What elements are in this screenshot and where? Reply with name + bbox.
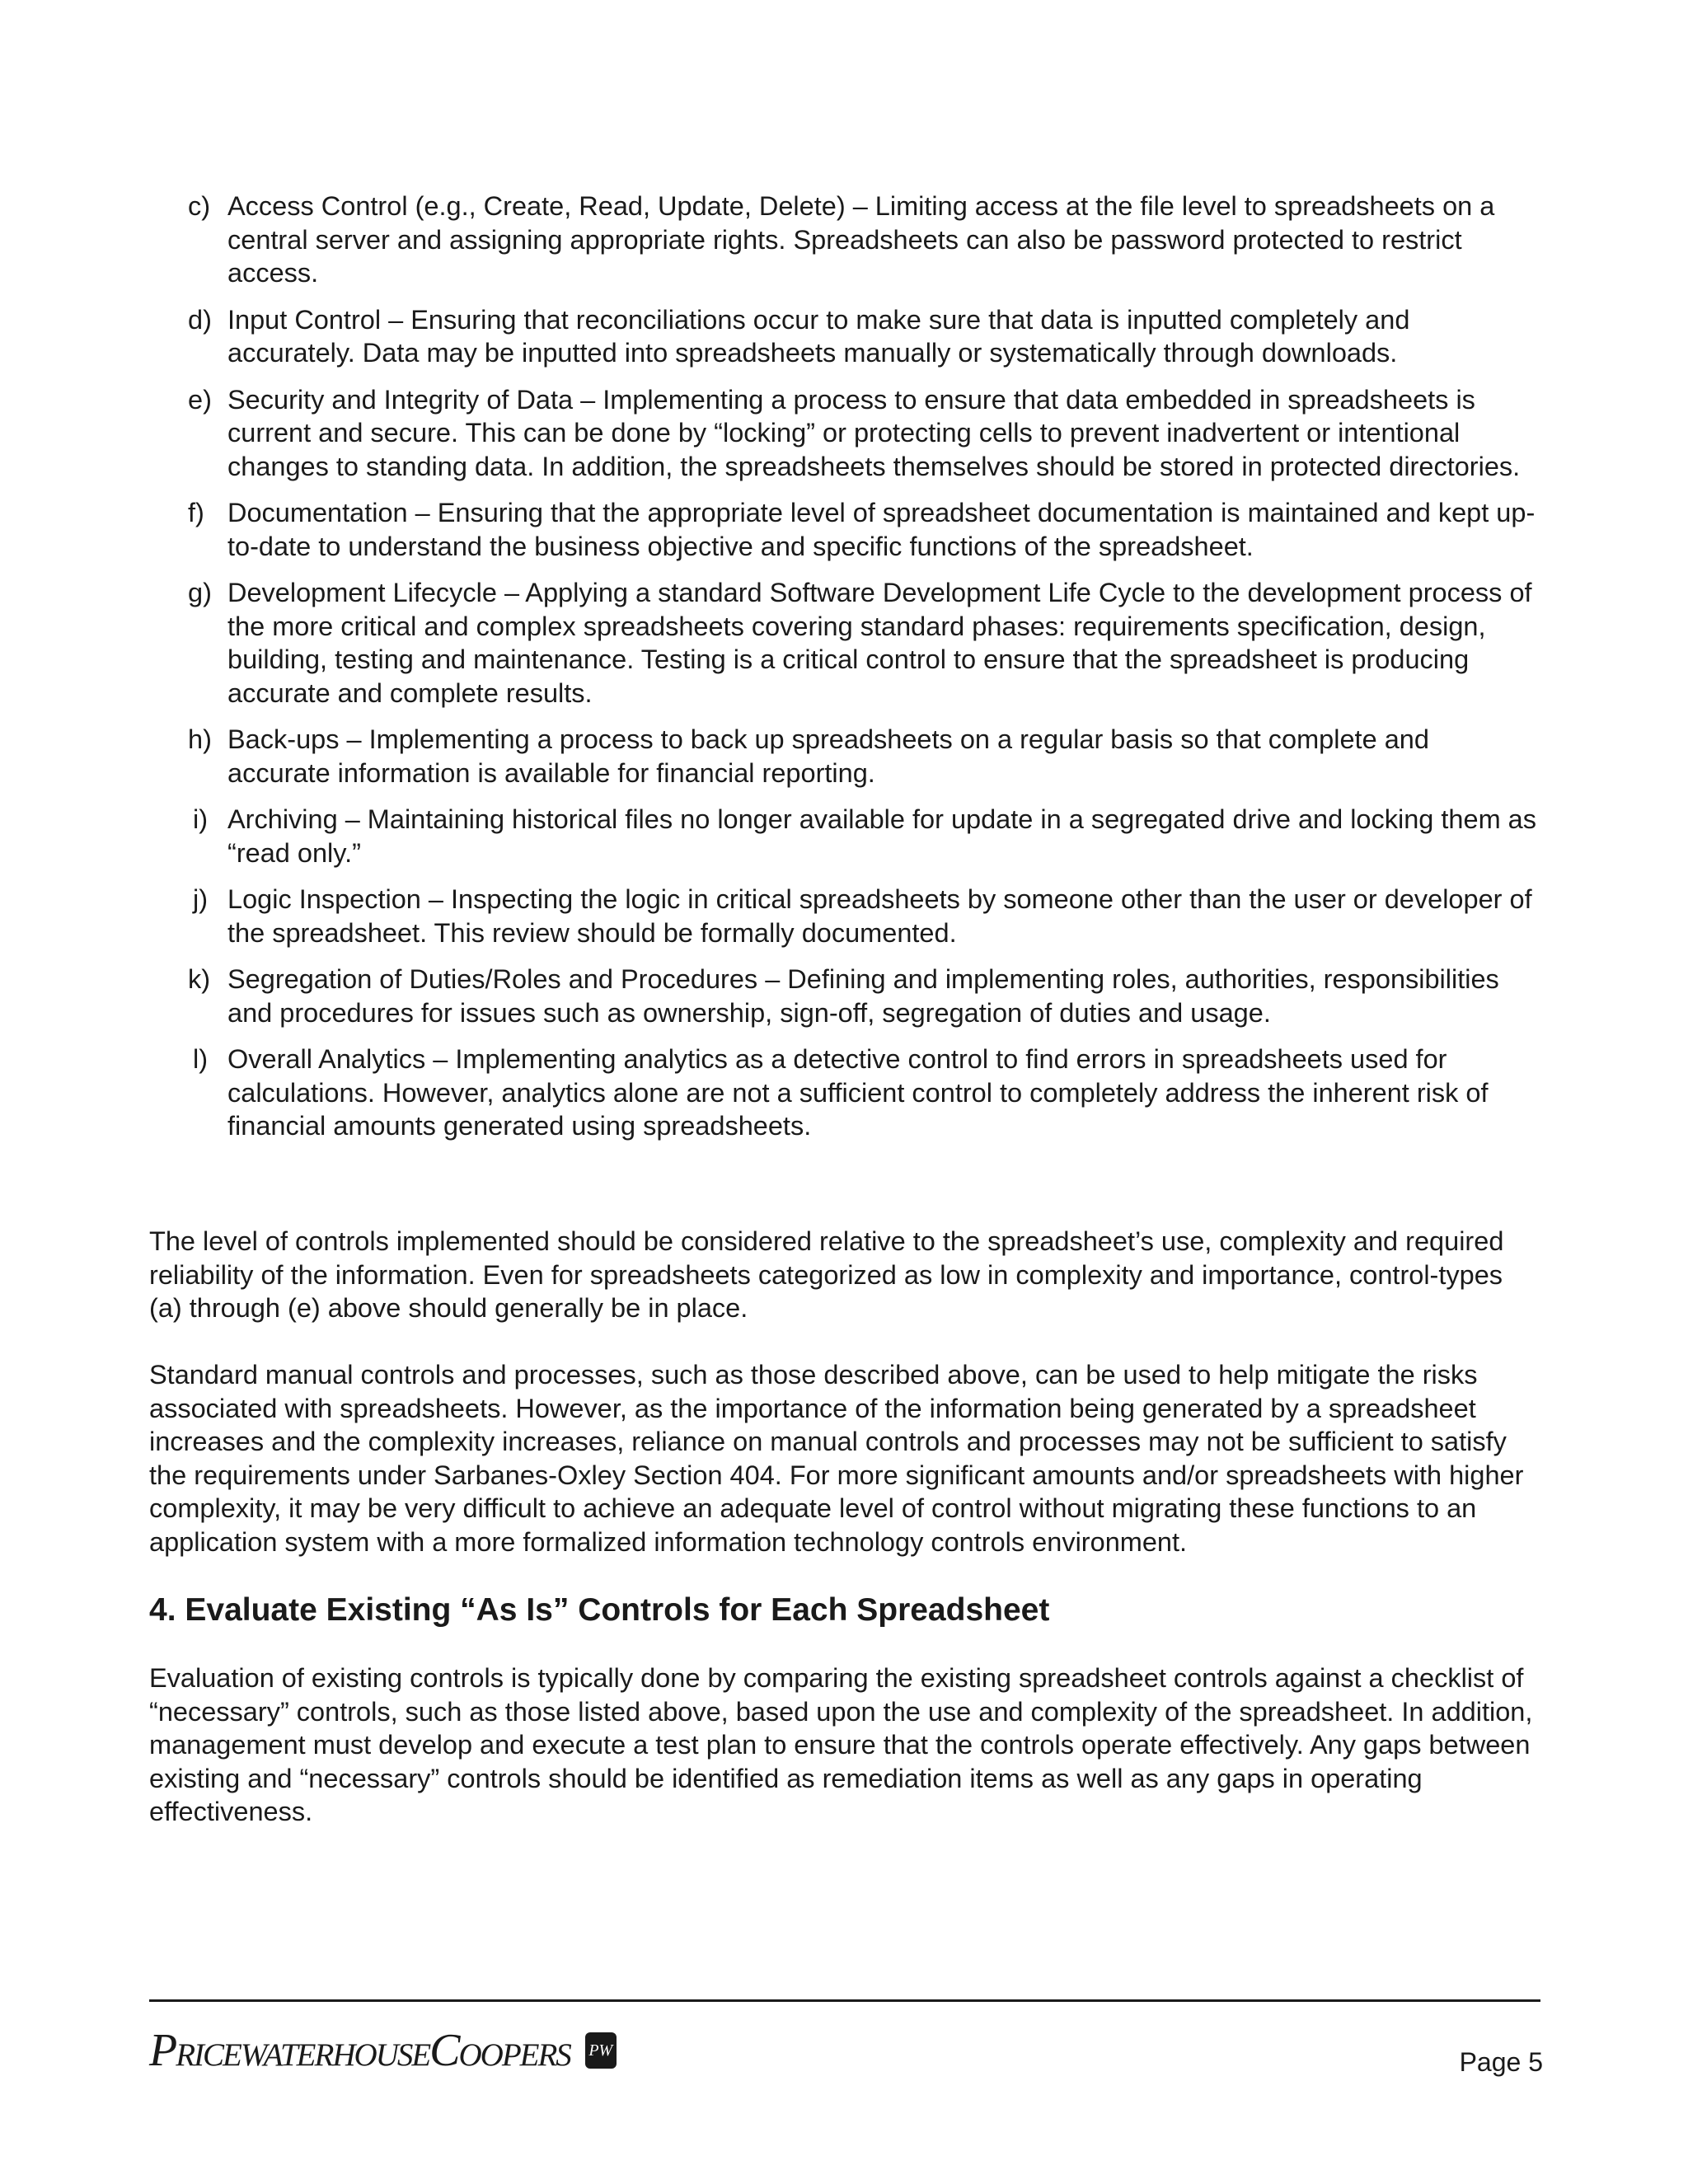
list-marker: f): [188, 498, 204, 527]
list-item: [186, 963, 1538, 1029]
list-item: [186, 803, 1538, 869]
page-number: Page 5: [1459, 2047, 1543, 2077]
logo-wordmark: PricewaterhouseCoopers: [149, 2025, 570, 2076]
list-marker: h): [188, 724, 212, 754]
list-marker: c): [188, 191, 211, 221]
list-item: [186, 576, 1538, 710]
list-item-text: Logic Inspection – Inspecting the logic in critical spreadsheets by someone other than the user or developer of the spreadsheet. This review should be formally documented.: [227, 884, 1532, 948]
list-item: [186, 1043, 1538, 1143]
footer-divider: [149, 1999, 1540, 2002]
list-item-text: Development Lifecycle – Applying a standard Software Development Life Cycle to the development process of the more critical and complex spreadsheets covering standard phases: requirements specification, design, building, testing and maintenance. Testing is a critical control to ensure that the spreadsheet is producing accurate and complete results.: [227, 578, 1532, 708]
list-item-text: Archiving – Maintaining historical files no longer available for update in a segregated drive and locking them as “read only.”: [227, 804, 1537, 868]
body-paragraph: The level of controls implemented should be considered relative to the spreadsheet’s use, complexity and required reliability of the information. Even for spreadsheets categorized as low in complexity and importance, control-types (a) through (e) above should generally be in place.: [149, 1226, 1504, 1323]
list-marker: l): [193, 1044, 209, 1074]
list-marker: j): [193, 884, 209, 914]
list-item-text: Back-ups – Implementing a process to back up spreadsheets on a regular basis so that complete and accurate information is available for financial reporting.: [227, 724, 1429, 788]
controls-list: [186, 190, 1538, 1156]
list-marker: g): [188, 578, 212, 607]
list-item-text: Overall Analytics – Implementing analytics as a detective control to find errors in spreadsheets used for calculations. However, analytics alone are not a sufficient control to completely address the inherent risk of financial amounts generated using spreadsheets.: [227, 1044, 1489, 1141]
list-item: [186, 496, 1538, 563]
list-item-text: Security and Integrity of Data – Implementing a process to ensure that data embedded in spreadsheets is current and secure. This can be done by “locking” or protecting cells to prevent inadvertent or intentional changes to standing data. In addition, the spreadsheets themselves should be stored in protected directories.: [227, 384, 1521, 481]
list-item-text: Access Control (e.g., Create, Read, Update, Delete) – Limiting access at the file level to spreadsheets on a central server and assigning appropriate rights. Spreadsheets can also be password protected to restrict access.: [227, 191, 1495, 288]
list-item-text: Input Control – Ensuring that reconciliations occur to make sure that data is inputted completely and accurately. Data may be inputted into spreadsheets manually or systematically through downloads.: [227, 304, 1410, 368]
company-logo: [149, 2021, 617, 2080]
list-marker: d): [188, 304, 212, 335]
list-item-text: Segregation of Duties/Roles and Procedures – Defining and implementing roles, authorities, responsibilities and procedures for issues such as ownership, sign-off, segregation of duties and usage.: [227, 964, 1499, 1028]
logo-mark-icon: PW: [585, 2032, 617, 2069]
body-paragraph: Evaluation of existing controls is typically done by comparing the existing spreadsheet controls against a checklist of “necessary” controls, such as those listed above, based upon the use and complexity of the spreadsheet. In addition, management must develop and execute a test plan to ensure that the controls operate effectively. Any gaps between existing and “necessary” controls should be identified as remediation items as well as any gaps in operating effectiveness.: [149, 1663, 1533, 1826]
list-item: [186, 383, 1538, 484]
list-marker: e): [188, 384, 212, 415]
body-paragraph: Standard manual controls and processes, such as those described above, can be used to help mitigate the risks associated with spreadsheets. However, as the importance of the information being generated by a spreadsheet increases and the complexity increases, reliance on manual controls and processes may not be sufficient to satisfy the requirements under Sarbanes-Oxley Section 404. For more significant amounts and/or spreadsheets with higher complexity, it may be very difficult to achieve an adequate level of control without migrating these functions to an application system with a more formalized information technology controls environment.: [149, 1360, 1524, 1557]
list-marker: k): [188, 964, 211, 994]
list-item: [186, 303, 1538, 370]
list-item: [186, 723, 1538, 790]
list-item: [186, 883, 1538, 949]
list-item-text: Documentation – Ensuring that the appropriate level of spreadsheet documentation is maintained and kept up-to-date to understand the business objective and specific functions of the spreadsheet.: [227, 498, 1536, 561]
list-marker: i): [193, 804, 209, 834]
section-heading: 4. Evaluate Existing “As Is” Controls for Each Spreadsheet: [149, 1592, 1050, 1628]
list-item: [186, 190, 1538, 290]
